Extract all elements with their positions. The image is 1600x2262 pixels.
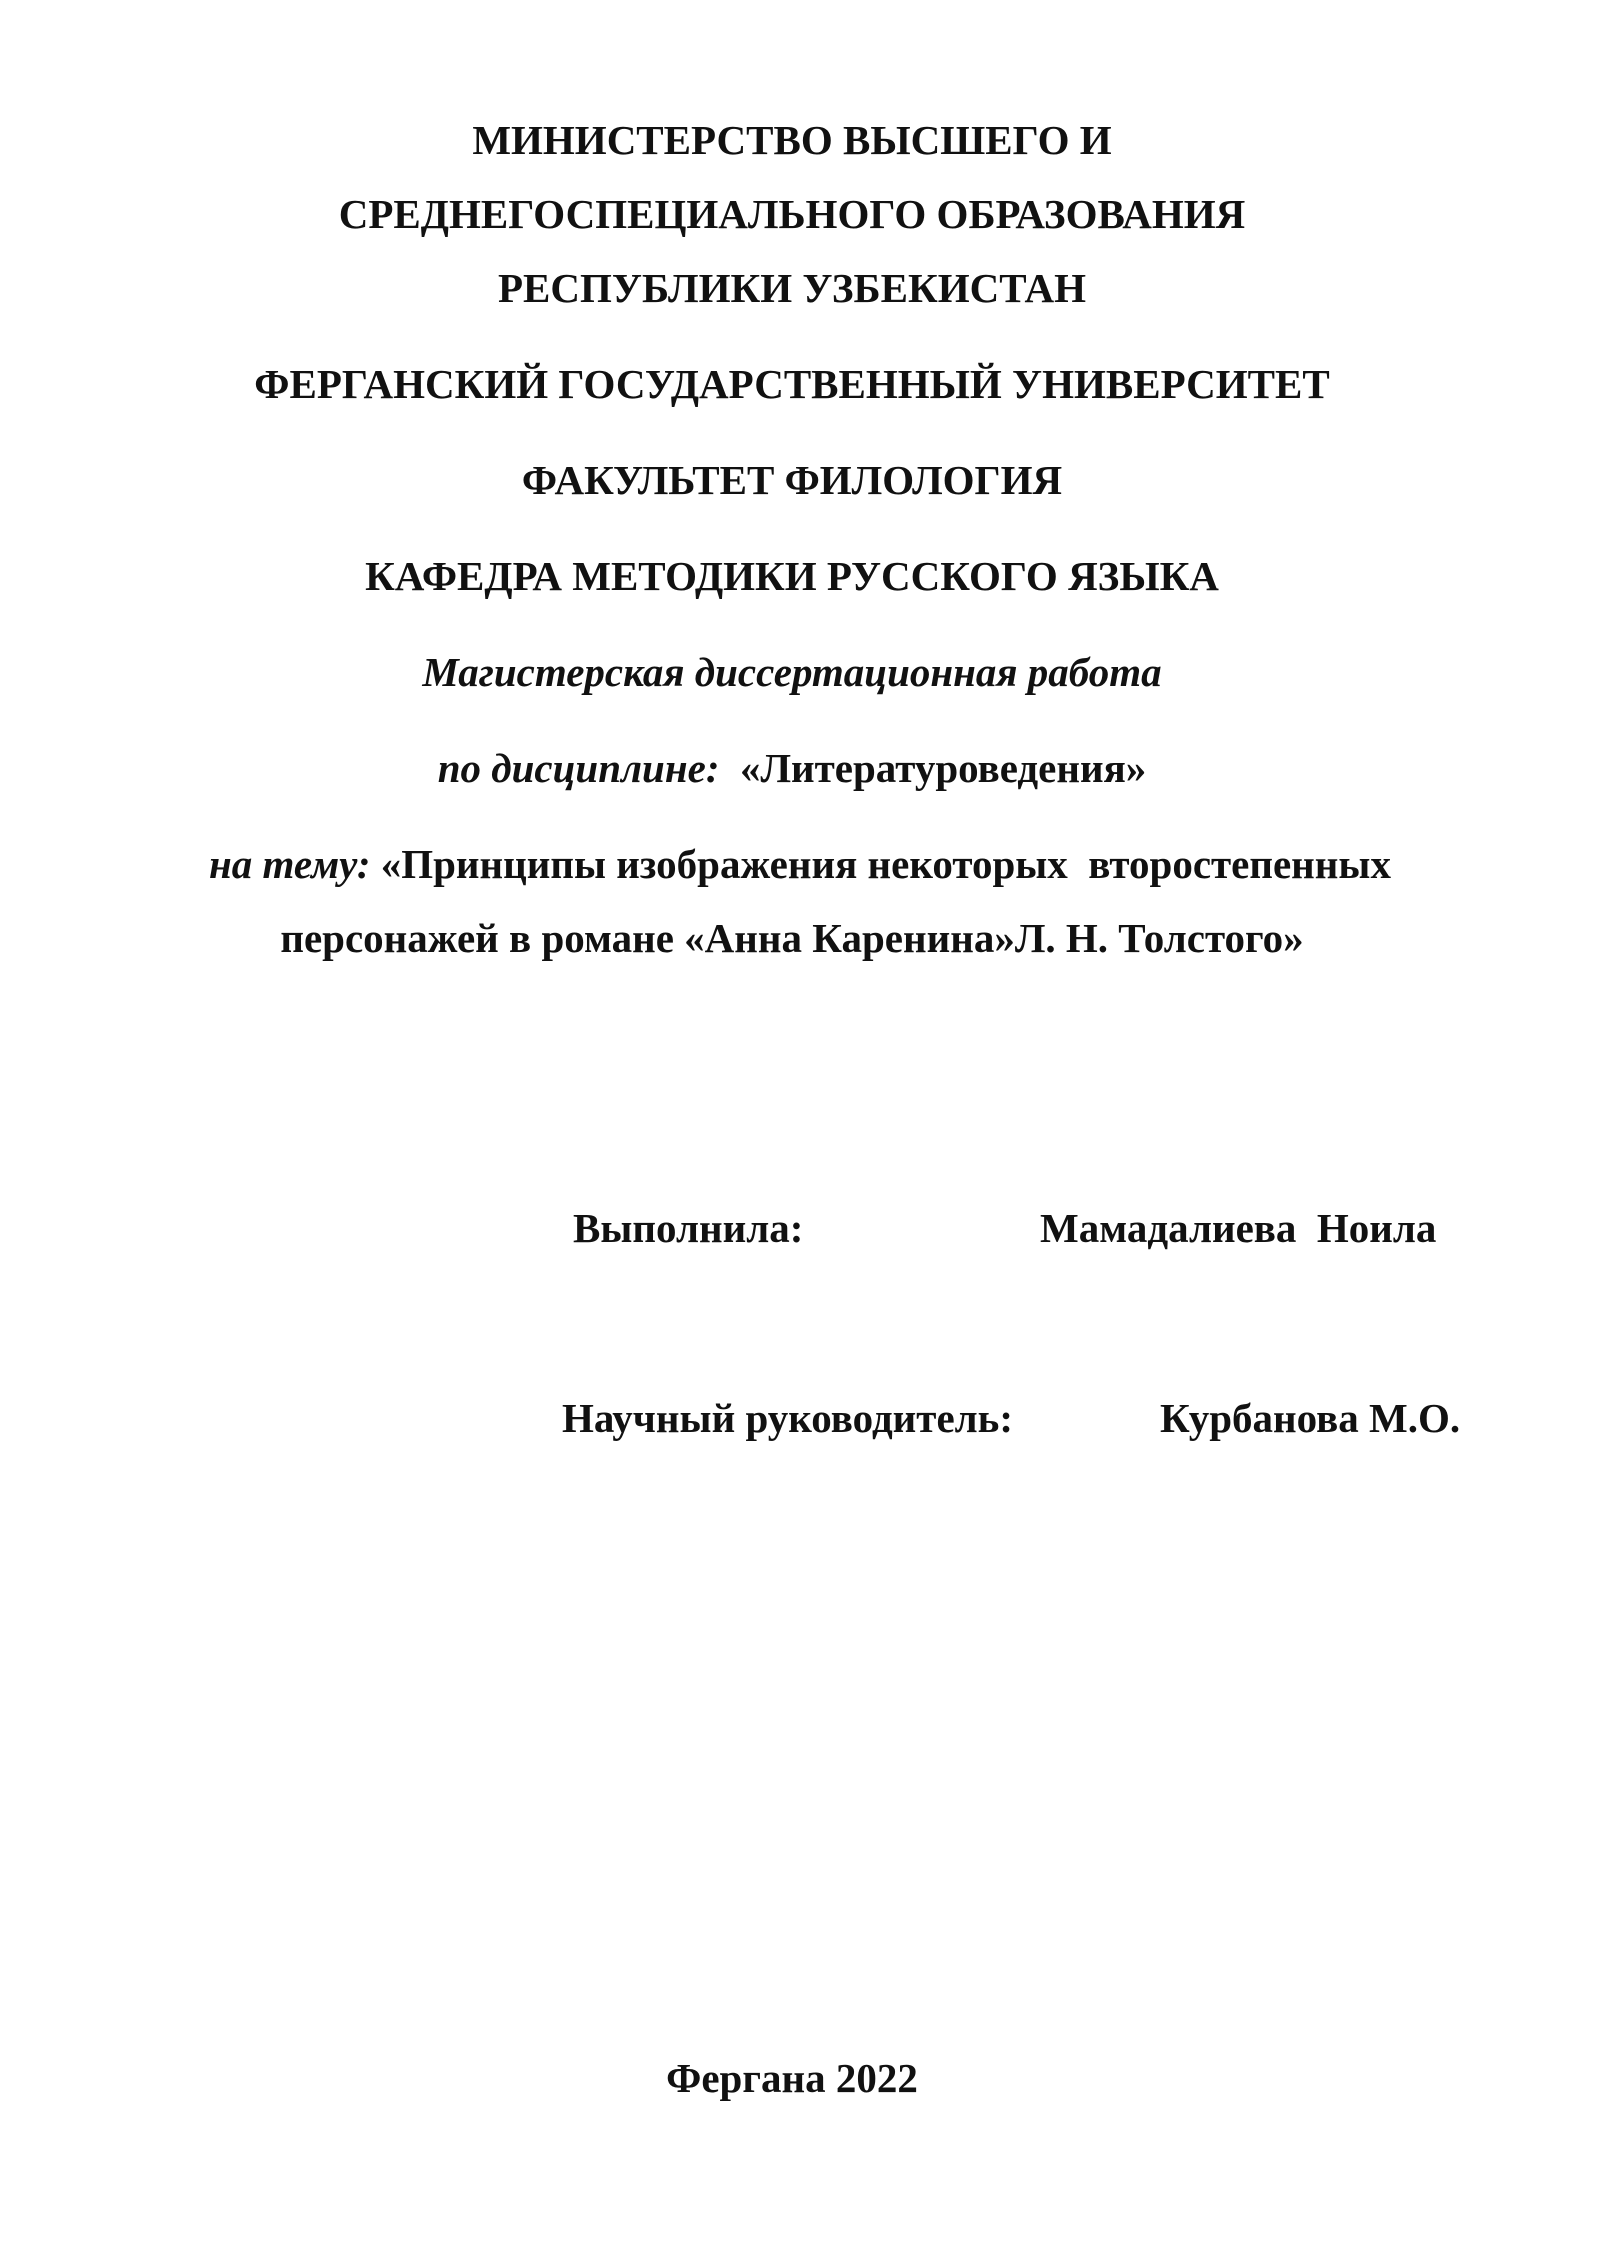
advisor-name: Курбанова М.О. bbox=[1160, 1395, 1461, 1441]
city-year: Фергана 2022 bbox=[666, 2055, 918, 2101]
discipline-value: «Литературоведения» bbox=[739, 745, 1147, 791]
university-name: ФЕРГАНСКИЙ ГОСУДАРСТВЕННЫЙ УНИВЕРСИТЕТ bbox=[254, 361, 1330, 407]
topic-line-2: персонажей в романе «Анна Каренина»Л. Н. Толстого» bbox=[280, 915, 1304, 961]
topic-line-1 bbox=[0, 840, 1600, 888]
advisor-label: Научный руководитель: bbox=[562, 1395, 1013, 1441]
topic-text-1: «Принципы изображения некоторых второстепенных bbox=[380, 841, 1391, 887]
department-name: КАФЕДРА МЕТОДИКИ РУССКОГО ЯЗЫКА bbox=[365, 553, 1219, 599]
author-name: Мамадалиева Ноила bbox=[1040, 1205, 1437, 1251]
discipline-prefix: по дисциплине: bbox=[437, 745, 720, 791]
ministry-title-line-2: СРЕДНЕГОСПЕЦИАЛЬНОГО ОБРАЗОВАНИЯ bbox=[338, 191, 1246, 237]
author-label: Выполнила: bbox=[573, 1205, 804, 1251]
faculty-name: ФАКУЛЬТЕТ ФИЛОЛОГИЯ bbox=[521, 457, 1063, 503]
ministry-title-line-3: РЕСПУБЛИКИ УЗБЕКИСТАН bbox=[497, 265, 1087, 311]
work-type: Магистерская диссертационная работа bbox=[422, 649, 1162, 695]
discipline-line bbox=[0, 744, 1592, 792]
ministry-title-line-1: МИНИСТЕРСТВО ВЫСШЕГО И bbox=[472, 117, 1112, 163]
topic-prefix: на тему: bbox=[209, 841, 371, 887]
